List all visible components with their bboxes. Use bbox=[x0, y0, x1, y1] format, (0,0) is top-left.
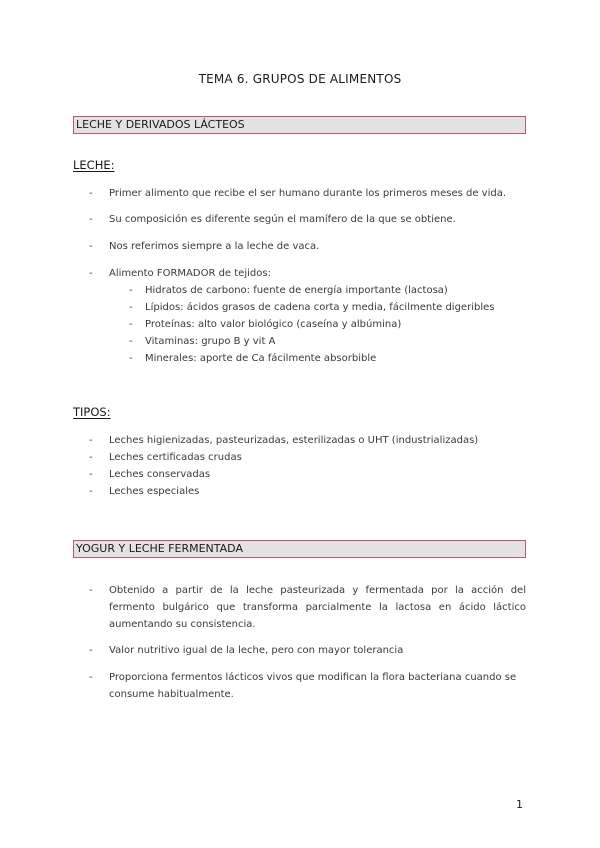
sub-list-item-text: Hidratos de carbono: fuente de energía importante (lactosa) bbox=[145, 285, 448, 296]
bullet-dash: - bbox=[129, 319, 133, 330]
page-number: 1 bbox=[516, 798, 523, 811]
list-item bbox=[89, 185, 526, 202]
list-item-text: Obtenido a partir de la leche pasteurizada y fermentada por la acción del fermento bulgárico que transforma parcialmente la lactosa en ácido láctico aumentando su consistencia. bbox=[109, 585, 526, 630]
sub-list-item-text: Minerales: aporte de Ca fácilmente absorbible bbox=[145, 353, 377, 364]
bullet-dash: - bbox=[129, 302, 133, 313]
list-item-text: Nos referimos siempre a la leche de vaca. bbox=[109, 241, 320, 252]
bullet-dash: - bbox=[129, 336, 133, 347]
sub-list-item bbox=[129, 316, 401, 333]
list-item-text: Su composición es diferente según el mamífero de la que se obtiene. bbox=[109, 214, 456, 225]
list-item-text: Leches certificadas crudas bbox=[109, 452, 242, 463]
list-item bbox=[89, 466, 526, 483]
subheading-tipos: TIPOS: bbox=[73, 405, 111, 419]
bullet-dash: - bbox=[89, 188, 93, 199]
sub-list-item-text: Lípidos: ácidos grasos de cadena corta y media, fácilmente digeribles bbox=[145, 302, 495, 313]
bullet-dash: - bbox=[89, 486, 93, 497]
bullet-dash: - bbox=[89, 452, 93, 463]
page-title: TEMA 6. GRUPOS DE ALIMENTOS bbox=[198, 72, 402, 86]
bullet-dash: - bbox=[89, 672, 93, 683]
list-item bbox=[89, 642, 526, 659]
list-item-text: Leches conservadas bbox=[109, 469, 211, 480]
sub-list-item bbox=[129, 333, 275, 350]
list-item bbox=[89, 582, 526, 633]
list-item bbox=[89, 432, 526, 449]
list-item bbox=[89, 211, 526, 228]
list-item bbox=[89, 238, 526, 255]
list-item bbox=[89, 449, 526, 466]
bullet-dash: - bbox=[89, 585, 93, 596]
bullet-dash: - bbox=[89, 645, 93, 656]
sub-list-item bbox=[129, 282, 448, 299]
section-heading-yogur: YOGUR Y LECHE FERMENTADA bbox=[73, 540, 526, 558]
list-item bbox=[89, 265, 526, 282]
bullet-dash: - bbox=[89, 469, 93, 480]
bullet-dash: - bbox=[129, 285, 133, 296]
list-item-text: Leches higienizadas, pasteurizadas, esterilizadas o UHT (industrializadas) bbox=[109, 435, 479, 446]
list-item-text: Leches especiales bbox=[109, 486, 200, 497]
bullet-dash: - bbox=[89, 435, 93, 446]
bullet-dash: - bbox=[89, 268, 93, 279]
section-heading-leche-derivados: LECHE Y DERIVADOS LÁCTEOS bbox=[73, 116, 526, 134]
list-item bbox=[89, 483, 526, 500]
list-item-text: Valor nutritivo igual de la leche, pero con mayor tolerancia bbox=[109, 645, 404, 656]
list-item-text: Primer alimento que recibe el ser humano durante los primeros meses de vida. bbox=[109, 188, 507, 199]
list-item-text: Proporciona fermentos lácticos vivos que modifican la flora bacteriana cuando se consume habitualmente. bbox=[109, 672, 517, 700]
sub-list-item bbox=[129, 350, 376, 367]
list-item bbox=[89, 669, 526, 703]
sub-list-item-text: Vitaminas: grupo B y vit A bbox=[145, 336, 276, 347]
bullet-dash: - bbox=[129, 353, 133, 364]
sub-list-item-text: Proteínas: alto valor biológico (caseína y albúmina) bbox=[145, 319, 402, 330]
bullet-dash: - bbox=[89, 241, 93, 252]
bullet-dash: - bbox=[89, 214, 93, 225]
list-item-text: Alimento FORMADOR de tejidos: bbox=[109, 268, 271, 279]
subheading-leche: LECHE: bbox=[73, 158, 115, 172]
sub-list-item bbox=[129, 299, 494, 316]
